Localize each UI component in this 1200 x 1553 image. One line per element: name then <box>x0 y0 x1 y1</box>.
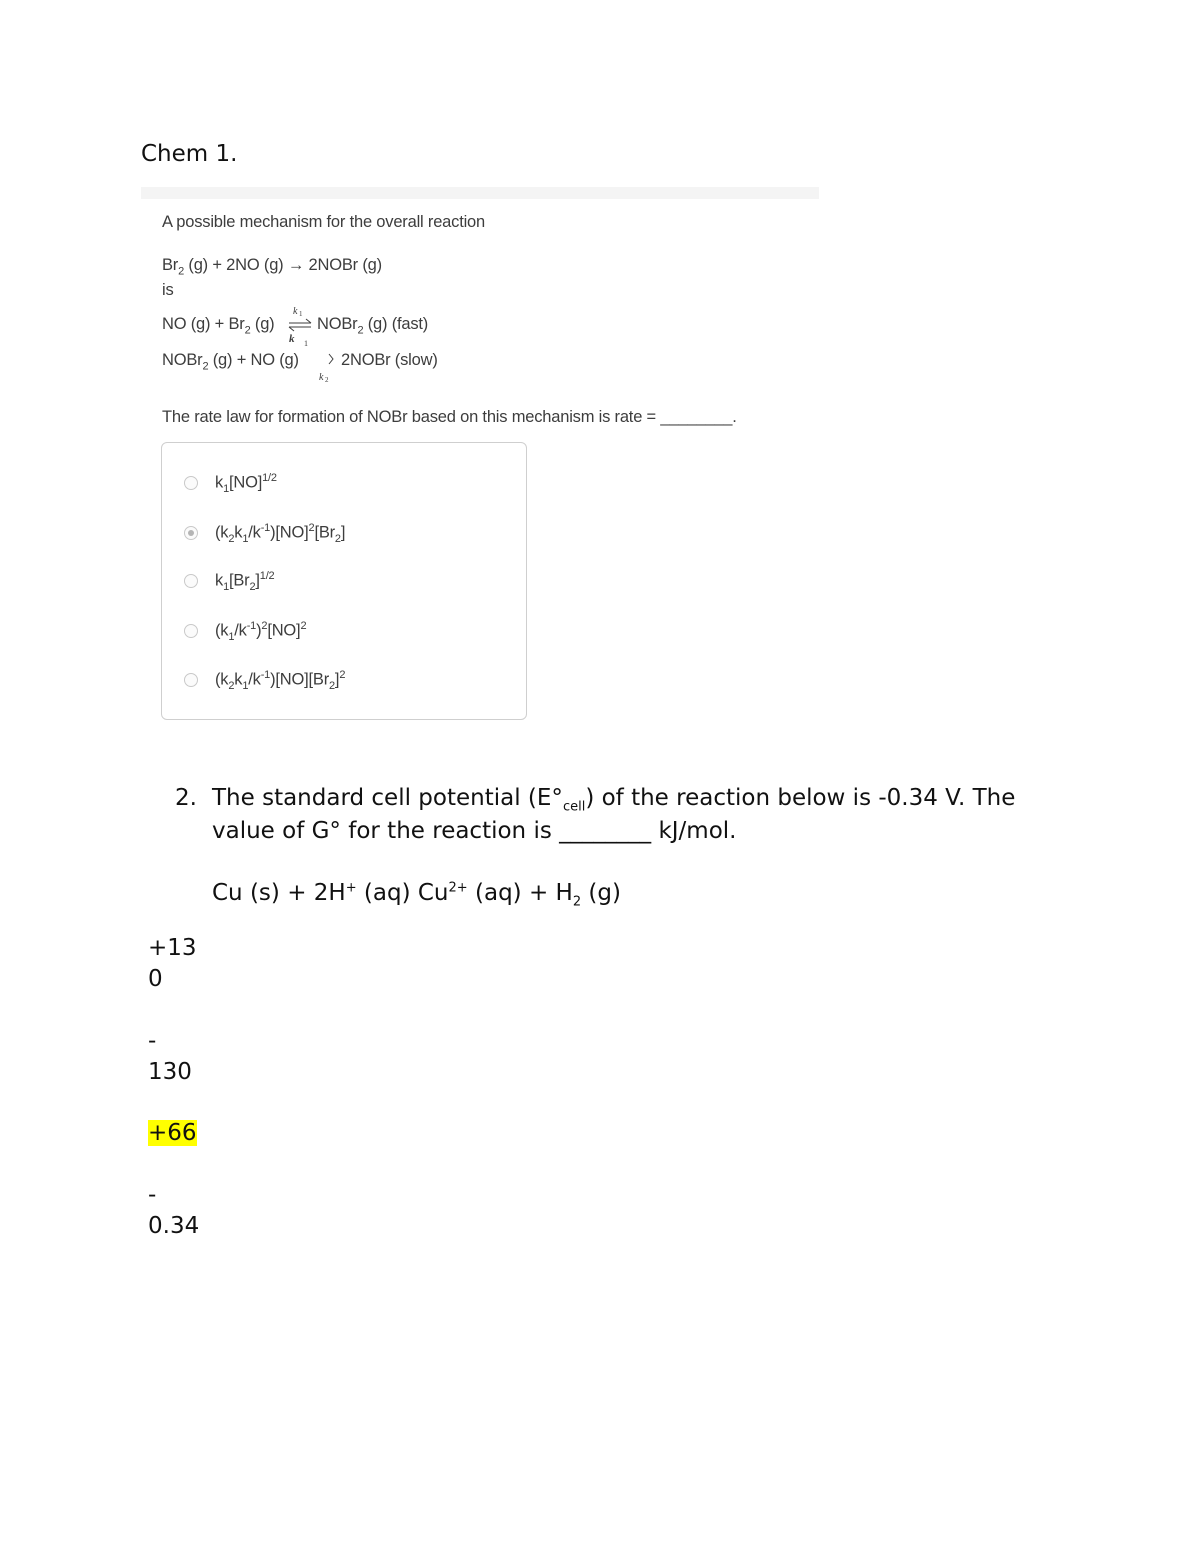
equilibrium-arrow-icon <box>287 304 317 348</box>
opt-sub: 1 <box>242 532 249 545</box>
answer-line: 130 <box>148 1059 192 1085</box>
opt-text: k <box>215 571 224 590</box>
question-header-bar <box>141 187 819 199</box>
step1-text: (g) <box>250 315 275 333</box>
opt-text: [NO] <box>267 621 301 640</box>
answer-line: 0 <box>148 966 163 992</box>
opt-text: [Br <box>314 523 335 542</box>
eq-text: Cu (s) + 2H <box>212 880 346 906</box>
opt-sup: -1 <box>260 668 271 681</box>
opt-sub: 1 <box>242 679 249 692</box>
opt-text: /k <box>248 670 261 689</box>
overall-part: Br <box>162 256 179 274</box>
opt-sup: 2 <box>308 521 315 534</box>
eq-sup: 2+ <box>448 880 468 896</box>
option-label <box>215 669 345 692</box>
opt-sup: -1 <box>246 619 257 632</box>
opt-sup: -1 <box>260 521 271 534</box>
opt-sup: 2 <box>339 668 346 681</box>
q1-intro: A possible mechanism for the overall reaction <box>162 213 485 231</box>
answer-options-box <box>161 442 527 720</box>
answer-choice-1 <box>148 933 197 995</box>
opt-sub: 2 <box>334 532 341 545</box>
answer-line: - <box>148 1028 157 1054</box>
opt-text: ] <box>340 523 346 542</box>
opt-text: ] <box>334 670 340 689</box>
opt-text: k <box>234 670 243 689</box>
answer-choice-2 <box>148 1026 192 1088</box>
opt-text: [Br <box>228 571 250 590</box>
q2-sub: cell <box>562 799 586 815</box>
radio-button[interactable] <box>184 673 198 687</box>
opt-sup: 1/2 <box>262 471 277 484</box>
opt-text: ) <box>256 621 262 640</box>
answer-line: 0.34 <box>148 1213 200 1239</box>
k-minus1-sub: 1 <box>304 339 308 348</box>
q2-question-line1 <box>212 785 1015 815</box>
k1-label: k <box>293 306 298 317</box>
opt-text: [NO] <box>228 473 263 492</box>
option-2[interactable] <box>184 522 345 544</box>
k-minus1-label: k <box>289 333 295 345</box>
opt-text: k <box>215 473 224 492</box>
k2-label: k <box>319 372 324 383</box>
opt-sub: 1 <box>223 482 229 495</box>
opt-sup: 1/2 <box>259 569 275 582</box>
k1-sub: 1 <box>299 310 303 318</box>
step1-reactants <box>162 315 274 336</box>
q2-question-line2: value of G° for the reaction is ________ kJ/mol. <box>212 818 737 844</box>
opt-sup: 2 <box>261 619 268 632</box>
opt-text: (k <box>215 621 229 640</box>
step1-text: (g) (fast) <box>363 315 429 333</box>
forward-arrow-icon <box>315 345 341 387</box>
step2-sub: 2 <box>202 360 209 373</box>
q2-equation <box>212 880 621 910</box>
q2-number: 2. <box>175 785 197 811</box>
step2-text: (g) + NO (g) <box>208 351 299 369</box>
eq-text: (g) <box>581 880 621 906</box>
answer-choice-3-highlighted <box>148 1118 197 1149</box>
overall-sub: 2 <box>178 265 185 278</box>
step2-text: NOBr <box>162 351 203 369</box>
answer-line: +13 <box>148 935 197 961</box>
q2-text: The standard cell potential (E° <box>212 785 563 811</box>
option-label <box>215 472 277 495</box>
step1-text: NO (g) + Br <box>162 315 245 333</box>
opt-text: /k <box>248 523 261 542</box>
radio-button[interactable] <box>184 574 198 588</box>
k2-sub: 2 <box>325 376 329 384</box>
opt-sub: 2 <box>329 679 335 692</box>
option-label <box>215 620 306 643</box>
q2-text: ) of the reaction below is -0.34 V. The <box>585 785 1016 811</box>
eq-sup: + <box>345 880 357 896</box>
document-title: Chem 1. <box>141 141 238 167</box>
option-1[interactable] <box>184 472 277 494</box>
answer-line: - <box>148 1182 157 1208</box>
opt-text: ] <box>255 571 260 590</box>
opt-sub: 2 <box>228 532 235 545</box>
opt-text: )[NO] <box>270 523 309 542</box>
step1-sub: 2 <box>244 324 251 337</box>
opt-text: (k <box>215 670 229 689</box>
radio-button[interactable] <box>184 624 198 638</box>
step2-products: 2NOBr (slow) <box>341 351 438 369</box>
step1-sub: 2 <box>357 324 364 337</box>
opt-sub: 2 <box>249 580 256 593</box>
radio-button[interactable] <box>184 476 198 490</box>
q1-rate-prompt: The rate law for formation of NOBr based on this mechanism is rate = ________. <box>162 408 737 426</box>
opt-sub: 1 <box>223 580 229 593</box>
opt-text: (k <box>215 523 229 542</box>
opt-text: /k <box>234 621 247 640</box>
opt-text: k <box>234 523 243 542</box>
answer-choice-4 <box>148 1180 199 1242</box>
answer-line-highlighted: +66 <box>148 1120 197 1146</box>
radio-button-selected[interactable] <box>184 526 198 540</box>
option-3[interactable] <box>184 570 274 592</box>
opt-sub: 1 <box>228 630 235 643</box>
step2-reactants <box>162 351 299 372</box>
opt-text: )[NO][Br <box>270 670 329 689</box>
q1-is: is <box>162 281 174 299</box>
eq-text: (aq) + H <box>467 880 573 906</box>
step1-text: NOBr <box>317 315 358 333</box>
option-4[interactable] <box>184 620 306 642</box>
step1-products <box>317 315 428 336</box>
q1-overall-reaction <box>162 256 382 277</box>
overall-part: (g) + 2NO (g) → 2NOBr (g) <box>184 256 382 274</box>
option-5[interactable] <box>184 669 345 691</box>
opt-sup: 2 <box>300 619 307 632</box>
option-label <box>215 570 274 593</box>
eq-sub: 2 <box>572 894 582 910</box>
option-label <box>215 522 345 545</box>
eq-text: (aq) Cu <box>356 880 449 906</box>
opt-sub: 2 <box>228 679 235 692</box>
